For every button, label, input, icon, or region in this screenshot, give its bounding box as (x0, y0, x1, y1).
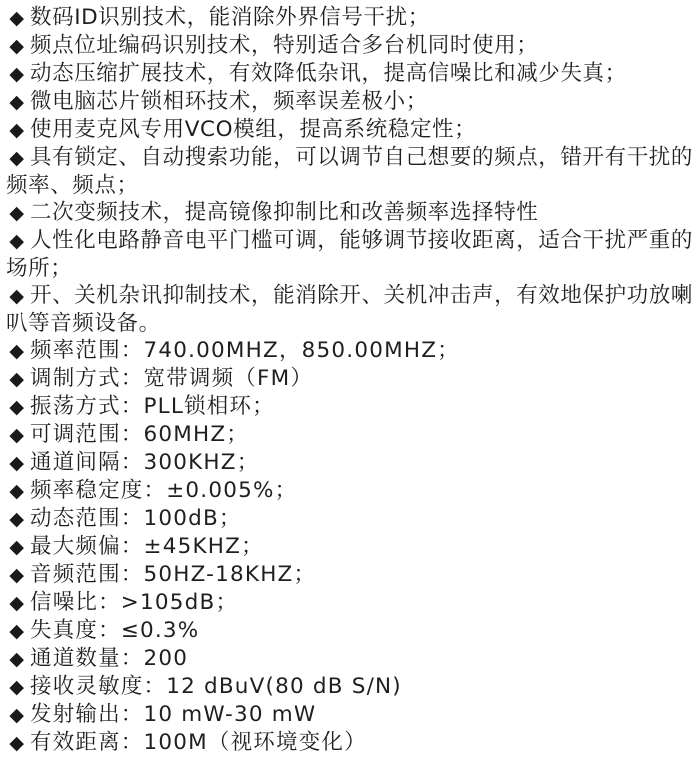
diamond-bullet-icon: ◆ (9, 620, 25, 642)
diamond-bullet-icon: ◆ (9, 63, 25, 85)
spec-item-text: 振荡方式：PLL锁相环； (30, 394, 275, 419)
diamond-bullet-icon: ◆ (9, 452, 25, 474)
spec-item-text: 信噪比：>105dB； (30, 590, 239, 615)
diamond-bullet-icon: ◆ (9, 285, 25, 307)
spec-item (6, 505, 694, 533)
spec-document (6, 4, 694, 757)
spec-item-text: 有效距离：100M（视环境变化） (30, 730, 367, 755)
feature-item-text: 二次变频技术，提高镜像抑制比和改善频率选择特性 (30, 200, 539, 225)
feature-item-text: 具有锁定、自动搜索功能，可以调节自己想要的频点，错开有干扰的频率、频点； (6, 145, 694, 198)
diamond-bullet-icon: ◆ (9, 424, 25, 446)
spec-item (6, 477, 694, 505)
diamond-bullet-icon: ◆ (9, 732, 25, 754)
spec-item-text: 可调范围：60MHZ； (30, 422, 250, 447)
spec-item (6, 645, 694, 673)
feature-item (6, 60, 694, 88)
spec-item (6, 673, 694, 701)
diamond-bullet-icon: ◆ (9, 480, 25, 502)
diamond-bullet-icon: ◆ (9, 119, 25, 141)
feature-item (6, 32, 694, 60)
feature-item-text: 动态压缩扩展技术，有效降低杂讯，提高信噪比和减少失真； (30, 61, 627, 86)
feature-item (6, 116, 694, 144)
diamond-bullet-icon: ◆ (9, 396, 25, 418)
spec-list (6, 337, 694, 757)
diamond-bullet-icon: ◆ (9, 91, 25, 113)
spec-item (6, 729, 694, 757)
feature-item (6, 282, 694, 337)
spec-item-text: 频率稳定度：±0.005%； (30, 478, 298, 503)
spec-item (6, 617, 694, 645)
diamond-bullet-icon: ◆ (9, 202, 25, 224)
spec-item-text: 最大频偏：±45KHZ； (30, 534, 264, 559)
spec-item-text: 调制方式：宽带调频（FM） (30, 366, 314, 391)
feature-list (6, 4, 694, 337)
spec-item (6, 421, 694, 449)
feature-item (6, 199, 694, 227)
diamond-bullet-icon: ◆ (9, 368, 25, 390)
feature-item-text: 微电脑芯片锁相环技术，频率误差极小； (30, 89, 428, 114)
feature-item-text: 频点位址编码识别技术，特别适合多台机同时使用； (30, 33, 539, 58)
spec-item (6, 589, 694, 617)
spec-item (6, 393, 694, 421)
feature-item (6, 144, 694, 199)
spec-item-text: 动态范围：100dB； (30, 506, 242, 531)
feature-item (6, 227, 694, 282)
spec-item-text: 频率范围：740.00MHZ，850.00MHZ； (30, 338, 460, 363)
spec-item (6, 701, 694, 729)
diamond-bullet-icon: ◆ (9, 508, 25, 530)
feature-item (6, 88, 694, 116)
spec-item (6, 561, 694, 589)
spec-item-text: 音频范围：50HZ-18KHZ； (30, 562, 317, 587)
feature-item-text: 开、关机杂讯抑制技术，能消除开、关机冲击声，有效地保护功放喇叭等音频设备。 (6, 283, 694, 336)
diamond-bullet-icon: ◆ (9, 536, 25, 558)
diamond-bullet-icon: ◆ (9, 35, 25, 57)
diamond-bullet-icon: ◆ (9, 230, 25, 252)
spec-item-text: 接收灵敏度：12 dBuV(80 dB S/N) (30, 674, 402, 699)
diamond-bullet-icon: ◆ (9, 564, 25, 586)
diamond-bullet-icon: ◆ (9, 7, 25, 29)
feature-item-text: 使用麦克风专用VCO模组，提高系统稳定性； (30, 117, 477, 142)
spec-item-text: 发射输出：10 mW-30 mW (30, 702, 317, 727)
feature-item (6, 4, 694, 32)
spec-item-text: 通道间隔：300KHZ； (30, 450, 260, 475)
diamond-bullet-icon: ◆ (9, 676, 25, 698)
diamond-bullet-icon: ◆ (9, 648, 25, 670)
diamond-bullet-icon: ◆ (9, 592, 25, 614)
feature-item-text: 人性化电路静音电平门槛可调，能够调节接收距离，适合干扰严重的场所； (6, 228, 694, 281)
feature-item-text: 数码ID识别技术，能消除外界信号干扰； (30, 5, 430, 30)
spec-item (6, 337, 694, 365)
spec-item-text: 通道数量：200 (30, 646, 189, 671)
diamond-bullet-icon: ◆ (9, 340, 25, 362)
diamond-bullet-icon: ◆ (9, 147, 25, 169)
spec-item (6, 449, 694, 477)
diamond-bullet-icon: ◆ (9, 704, 25, 726)
spec-item (6, 365, 694, 393)
spec-item-text: 失真度：≤0.3% (30, 618, 200, 643)
spec-item (6, 533, 694, 561)
